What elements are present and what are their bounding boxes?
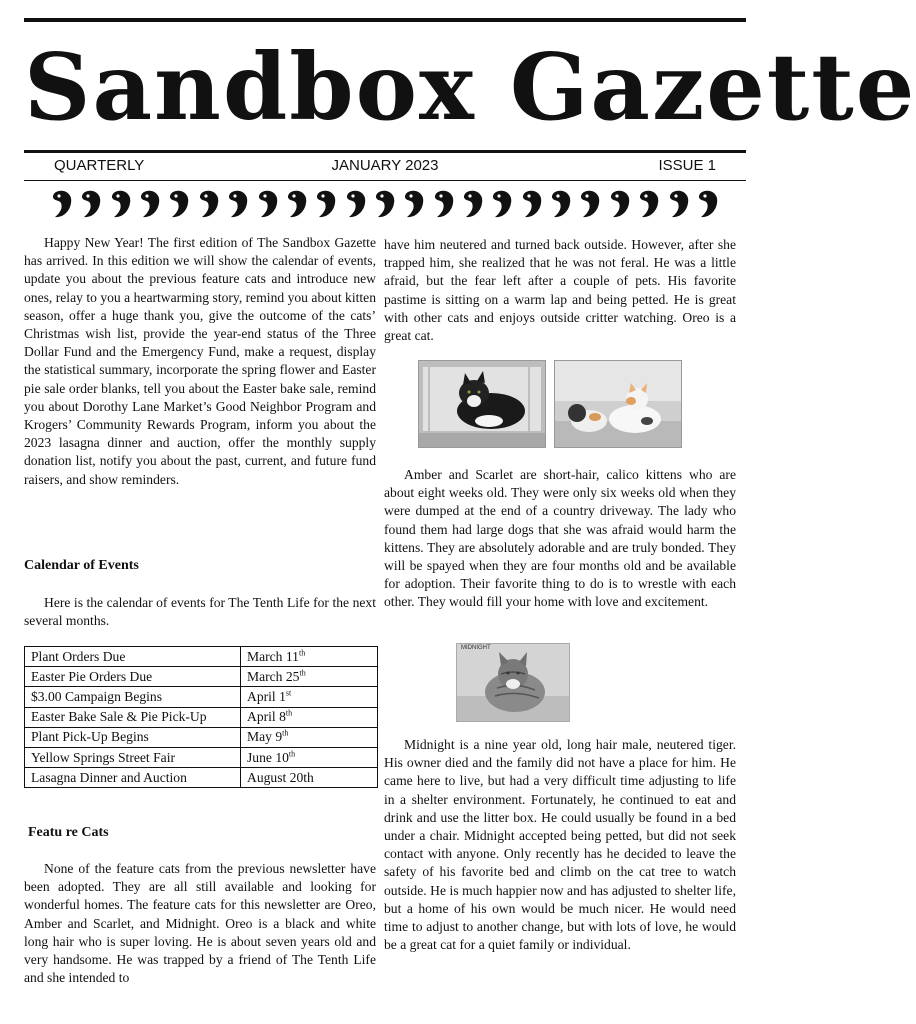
amber-scarlet-photo [554, 360, 682, 448]
calendar-event: $3.00 Campaign Begins [25, 687, 241, 707]
calendar-row [25, 768, 378, 788]
calendar-row [25, 687, 378, 707]
paw-print-icon [256, 188, 280, 220]
calendar-heading: Calendar of Events [24, 558, 139, 573]
calendar-intro: Here is the calendar of events for The Tenth Life for the next several months. [24, 595, 376, 629]
calendar-row [25, 707, 378, 727]
paw-print-icon [79, 188, 103, 220]
calendar-event: Yellow Springs Street Fair [25, 747, 241, 767]
masthead-title: Sandbox Gazette [24, 33, 916, 141]
paw-print-icon [314, 188, 338, 220]
issue-date: JANUARY 2023 [331, 157, 439, 174]
info-bar [54, 157, 716, 177]
oreo-continued-paragraph: have him neutered and turned back outside. However, after she trapped him, she realized that he was not feral. He was a little afraid, but the fear left after a couple of pets. His favorite pastime is sitting on a warm lap and being petted. He is great with other cats and enjoys outside critter watching. Oreo is a great cat. [384, 237, 736, 344]
calendar-row [25, 727, 378, 747]
calendar-event: Easter Pie Orders Due [25, 667, 241, 687]
calendar-date [241, 667, 378, 687]
calendar-date-suffix: th [299, 668, 306, 678]
paw-print-icon [578, 188, 602, 220]
frequency-label: QUARTERLY [54, 157, 145, 174]
paw-print-icon [432, 188, 456, 220]
calendar-row [25, 747, 378, 767]
calendar-date-text: March 25 [247, 668, 300, 684]
paw-print-icon [608, 188, 632, 220]
calendar-event: Plant Orders Due [25, 647, 241, 667]
calendar-date-text: May 9 [247, 729, 283, 745]
amber-scarlet-paragraph: Amber and Scarlet are short-hair, calico kittens who are about eight weeks old. They were only six weeks old when they were dumped at the end of a country driveway. The lady who found them had large dogs that she was afraid would harm the kittens. They are absolutely adorable and are truly bonded. They will be spayed when they are four months old and be available for adoption. Their favorite thing to do is to wrestle with each other. They would fill your home with love and excitement. [384, 467, 736, 610]
paw-print-icon [197, 188, 221, 220]
paw-print-icon [344, 188, 368, 220]
calendar-date-text: June 10 [247, 749, 289, 765]
paw-print-icon [696, 188, 720, 220]
feature-heading: Featu re Cats [28, 825, 109, 840]
paw-print-icon [226, 188, 250, 220]
paw-print-icon [549, 188, 573, 220]
calendar-date-suffix: st [285, 688, 292, 698]
calendar-event: Lasagna Dinner and Auction [25, 768, 241, 788]
top-rule [24, 18, 746, 22]
paw-print-icon [50, 188, 74, 220]
calendar-date-text: April 8 [247, 709, 286, 725]
calendar-date-suffix: th [282, 728, 289, 738]
calendar-date [241, 747, 378, 767]
calendar-date [241, 727, 378, 747]
paw-print-icon [138, 188, 162, 220]
calendar-date [241, 768, 378, 788]
info-rule [24, 180, 746, 181]
midnight-photo-caption: MIDNIGHT [461, 645, 491, 651]
calendar-date-suffix: th [288, 749, 296, 758]
paw-print-icon [285, 188, 309, 220]
paw-print-icon [667, 188, 691, 220]
calendar-table [24, 646, 378, 788]
paw-print-icon [637, 188, 661, 220]
paw-print-icon [109, 188, 133, 220]
paw-print-icon [461, 188, 485, 220]
calendar-date-text: August 20th [247, 769, 314, 785]
midnight-photo [456, 643, 570, 722]
paw-print-icon [373, 188, 397, 220]
calendar-row [25, 647, 378, 667]
intro-paragraph: Happy New Year! The first edition of The Sandbox Gazette has arrived. In this edition we will show the calendar of events, update you about the previous feature cats and introduce new ones, relay to you a heartwarming story, remind you about kitten season, offer a huge thank you, give the outcome of the cats’ Christmas wish list, provide the year-end status of the Three Dollar Fund and the Emergency Fund, make a request, display the statistical summary, incorporate the spring flower and Easter pie sale order blanks, tell you about the Easter bake sale, remind you about Dorothy Lane Market’s Good Neighbor Program and Krogers’ Community Rewards Program, inform you about the 2023 lasagna dinner and auction, offer the monthly supply donation list, notify you about the past, current, and future fund raisers, and show reminders. [24, 235, 376, 487]
calendar-date-suffix: th [298, 648, 306, 658]
calendar-row [25, 667, 378, 687]
calendar-date-text: April 1 [247, 688, 286, 704]
masthead-rule [24, 150, 746, 153]
calendar-date [241, 707, 378, 727]
paw-print-icon [490, 188, 514, 220]
calendar-event: Easter Bake Sale & Pie Pick-Up [25, 707, 241, 727]
ornament-row [50, 186, 720, 222]
paw-print-icon [402, 188, 426, 220]
left-column [24, 234, 376, 489]
calendar-date [241, 647, 378, 667]
midnight-paragraph: Midnight is a nine year old, long hair male, neutered tiger. His owner died and the family did not have a place for him. He came here to live, but had a very difficult time adjusting to life in a shelter environment. Fortunately, he continued to eat and drink and use the litter box. He could usually be found in a bed under a chair. Midnight accepted being petted, but did not seek contact with anyone. Only recently has he decided to leave the safety of his favorite bed and climb on the cat tree to watch outside. He is much happier now and has adjusted to shelter life, but a home of his own would be much nicer. He would need time to adjust to another change, but with lots of love, he would be a great cat for a quiet family or individual. [384, 737, 736, 953]
calendar-event: Plant Pick-Up Begins [25, 727, 241, 747]
feature-paragraph: None of the feature cats from the previous newsletter have been adopted. They are all still available and looking for wonderful homes. The feature cats for this newsletter are Oreo, Amber and Scarlet, and Midnight. Oreo is a black and white long hair who is super loving. He is about seven years old and very handsome. He was trapped by a friend of The Tenth Life and she intended to [24, 861, 376, 986]
issue-number: ISSUE 1 [658, 157, 716, 174]
paw-print-icon [167, 188, 191, 220]
calendar-date-suffix: th [285, 708, 293, 718]
calendar-date-text: March 11 [247, 648, 299, 664]
oreo-photo [418, 360, 546, 448]
calendar-date [241, 687, 378, 707]
paw-print-icon [520, 188, 544, 220]
